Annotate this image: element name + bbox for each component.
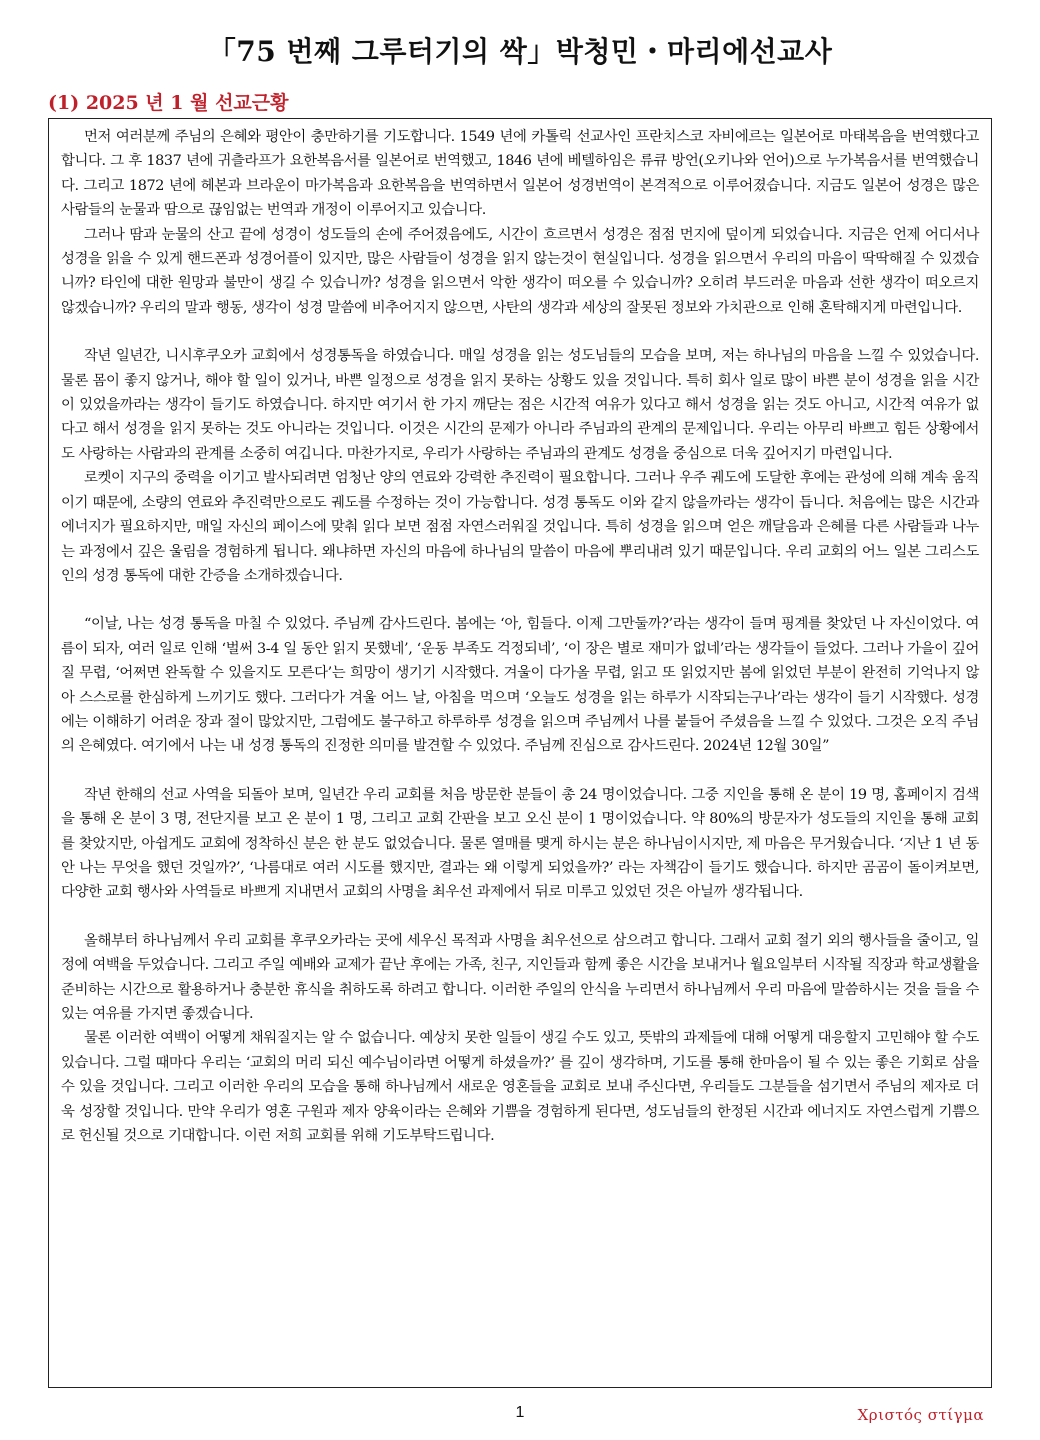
paragraph-8: 물론 이러한 여백이 어떻게 채워질지는 알 수 없습니다. 예상치 못한 일들이 생길 수도 있고, 뜻밖의 과제들에 대해 어떻게 대응할지 고민해야 할 수도 있습니다. 그럴 때마다 우리는 ‘교회의 머리 되신 예수님이라면 어떻게 하셨을까?’ 를 깊이 생각하며, 기도를 통해 한마음이 될 수 있는 좋은 기회로 삼을 수 있을 것입니다. 그리고 이러한 우리의 모습을 통해 하나님께서 새로운 영혼들을 교회로 보내 주신다면, 우리들도 그분들을 섬기면서 주님의 제자로 더욱 성장할 것입니다. 만약 우리가 영혼 구원과 제자 양육이라는 은혜와 기쁨을 경험하게 된다면, 성도님들의 한정된 시간과 에너지도 자연스럽게 기쁨으로 헌신될 것으로 기대합니다. 이런 저희 교회를 위해 기도부탁드립니다. <box>61 1030 979 1145</box>
paragraph-4: 로켓이 지구의 중력을 이기고 발사되려면 엄청난 양의 연료와 강력한 추진력이 필요합니다. 그러나 우주 궤도에 도달한 후에는 관성에 의해 계속 움직이기 때문에, 소량의 연료와 추진력만으로도 궤도를 수정하는 것이 가능합니다. 성경 통독도 이와 같지 않을까라는 생각이 듭니다. 처음에는 많은 시간과 에너지가 필요하지만, 매일 자신의 페이스에 맞춰 읽다 보면 점점 자연스러워질 것입니다. 특히 성경을 읽으며 얻은 깨달음과 은혜를 다른 사람들과 나누는 과정에서 깊은 울림을 경험하게 됩니다. 왜냐하면 자신의 마음에 하나님의 말씀이 마음에 뿌리내려 있기 때문입니다. 우리 교회의 어느 일본 그리스도인의 성경 통독에 대한 간증을 소개하겠습니다. <box>61 470 979 584</box>
paragraph-6: 작년 한해의 선교 사역을 되돌아 보며, 일년간 우리 교회를 처음 방문한 분들이 총 24 명이었습니다. 그중 지인을 통해 온 분이 19 명, 홈페이지 검색을 통해 온 분이 3 명, 전단지를 보고 온 분이 1 명, 그리고 교회 간판을 보고 오신 분이 1 명이었습니다. 약 80%의 방문자가 성도들의 지인을 통해 교회를 찾았지만, 아쉽게도 교회에 정착하신 분은 한 분도 없었습니다. 물론 열매를 맺게 하시는 분은 하나님이시지만, 제 마음은 무거웠습니다. ‘지난 1 년 동안 나는 무엇을 했던 것일까?’, ‘나름대로 여러 시도를 했지만, 결과는 왜 이렇게 되었을까?’ 라는 자책감이 들기도 했습니다. 하지만 곰곰이 돌이켜보면, 다양한 교회 행사와 사역들로 바쁘게 지내면서 교회의 사명을 최우선 과제에서 뒤로 미루고 있었던 것은 아닐까 생각됩니다. <box>61 786 979 901</box>
testimony-quote: “이날, 나는 성경 통독을 마칠 수 있었다. 주님께 감사드린다. 봄에는 ‘아, 힘들다. 이제 그만둘까?’라는 생각이 들며 핑계를 찾았던 나 자신이었다. 여름이 되자, 여러 일로 인해 ‘벌써 3-4 일 동안 읽지 못했네’, ‘운동 부족도 걱정되네’, ‘이 장은 별로 재미가 없네’라는 생각들이 들었다. 그러나 가을이 깊어질 무렵, ‘어쩌면 완독할 수 있을지도 모른다’는 희망이 생기기 시작했다. 겨울이 다가올 무렵, 읽고 또 읽었지만 봄에 읽었던 부분이 완전히 기억나지 않아 스스로를 한심하게 느끼기도 했다. 그러다가 겨울 어느 날, 아침을 먹으며 ‘오늘도 성경을 읽는 하루가 시작되는구나’라는 생각이 들기 시작했다. 성경에는 이해하기 어려운 장과 절이 많았지만, 그럼에도 불구하고 하루하루 성경을 읽으며 주님께서 나를 붙들어 주셨음을 느낄 수 있었다. 그것은 오직 주님의 은혜였다. 여기에서 나는 내 성경 통독의 진정한 의미를 발견할 수 있었다. 주님께 진심으로 감사드린다. 2024년 12월 30일” <box>61 616 979 755</box>
paragraph-7: 올해부터 하나님께서 우리 교회를 후쿠오카라는 곳에 세우신 목적과 사명을 최우선으로 삼으려고 합니다. 그래서 교회 절기 외의 행사들을 줄이고, 일정에 여백을 두었습니다. 그리고 주일 예배와 교제가 끝난 후에는 가족, 친구, 지인들과 함께 좋은 시간을 보내거나 월요일부터 시작될 직장과 학교생활을 준비하는 시간으로 활용하거나 충분한 휴식을 취하도록 하려고 합니다. 이러한 주일의 안식을 누리면서 하나님께서 우리 마음에 말씀하시는 것을 들을 수 있는 여유를 가지면 좋겠습니다. <box>61 932 979 1022</box>
page-number: 1 <box>515 1404 525 1421</box>
letter-body <box>48 118 992 1388</box>
paragraph-1: 먼저 여러분께 주님의 은혜와 평안이 충만하기를 기도합니다. 1549 년에 카톨릭 선교사인 프란치스코 자비에르는 일본어로 마태복음을 번역했다고 합니다. 그 후 1837 년에 귀츨라프가 요한복음서를 일본어로 번역했고, 1846 년에 베텔하임은 류큐 방언(오키나와 언어)으로 누가복음서를 번역했습니다. 그리고 1872 년에 헤본과 브라운이 마가복음과 요한복음을 번역하면서 일본어 성경번역이 본격적으로 이루어졌습니다. 지금도 일본어 성경은 많은 사람들의 눈물과 땀으로 끊임없는 번역과 개정이 이루어지고 있습니다. <box>61 129 979 219</box>
document-title: 「75 번째 그루터기의 싹」박청민・마리에선교사 <box>207 35 833 68</box>
section-heading: (1) 2025 년 1 월 선교근황 <box>48 92 289 114</box>
paragraph-2: 그러나 땀과 눈물의 산고 끝에 성경이 성도들의 손에 주어졌음에도, 시간이 흐르면서 성경은 점점 먼지에 덮이게 되었습니다. 지금은 언제 어디서나 성경을 읽을 수 있게 핸드폰과 성경어플이 있지만, 많은 사람들이 성경을 읽지 않는것이 현실입니다. 성경을 읽으면서 우리의 마음이 딱딱해질 수 있겠습니까? 타인에 대한 원망과 불만이 생길 수 있습니까? 성경을 읽으면서 악한 생각이 떠오를 수 있습니까? 오히려 부드러운 마음과 선한 생각이 떠오르지 않겠습니까? 우리의 말과 행동, 생각이 성경 말씀에 비추어지지 않으면, 사탄의 생각과 세상의 잘못된 정보와 가치관으로 인해 혼탁해지게 마련입니다. <box>61 226 979 316</box>
footer-brand: Χριστός στίγμα <box>857 1406 984 1424</box>
paragraph-3: 작년 일년간, 니시후쿠오카 교회에서 성경통독을 하였습니다. 매일 성경을 읽는 성도님들의 모습을 보며, 저는 하나님의 마음을 느낄 수 있었습니다. 물론 몸이 좋지 않거나, 해야 할 일이 있거나, 바쁜 일정으로 성경을 읽지 못하는 상황도 있을 것입니다. 특히 회사 일로 많이 바쁜 분이 성경을 읽을 시간이 있었을까라는 생각이 들기도 하였습니다. 하지만 여기서 한 가지 깨닫는 점은 시간적 여유가 있다고 해서 성경을 읽는 것도 아니고, 시간적 여유가 없다고 해서 성경을 읽지 못하는 것도 아니라는 것입니다. 이것은 시간의 문제가 아니라 주님과의 관계의 문제입니다. 우리는 아무리 바쁘고 힘든 상황에서도 사랑하는 사람과의 관계를 소중히 여깁니다. 마찬가지로, 우리가 사랑하는 주님과의 관계도 성경을 중심으로 더욱 깊어지기 마련입니다. <box>61 348 979 462</box>
